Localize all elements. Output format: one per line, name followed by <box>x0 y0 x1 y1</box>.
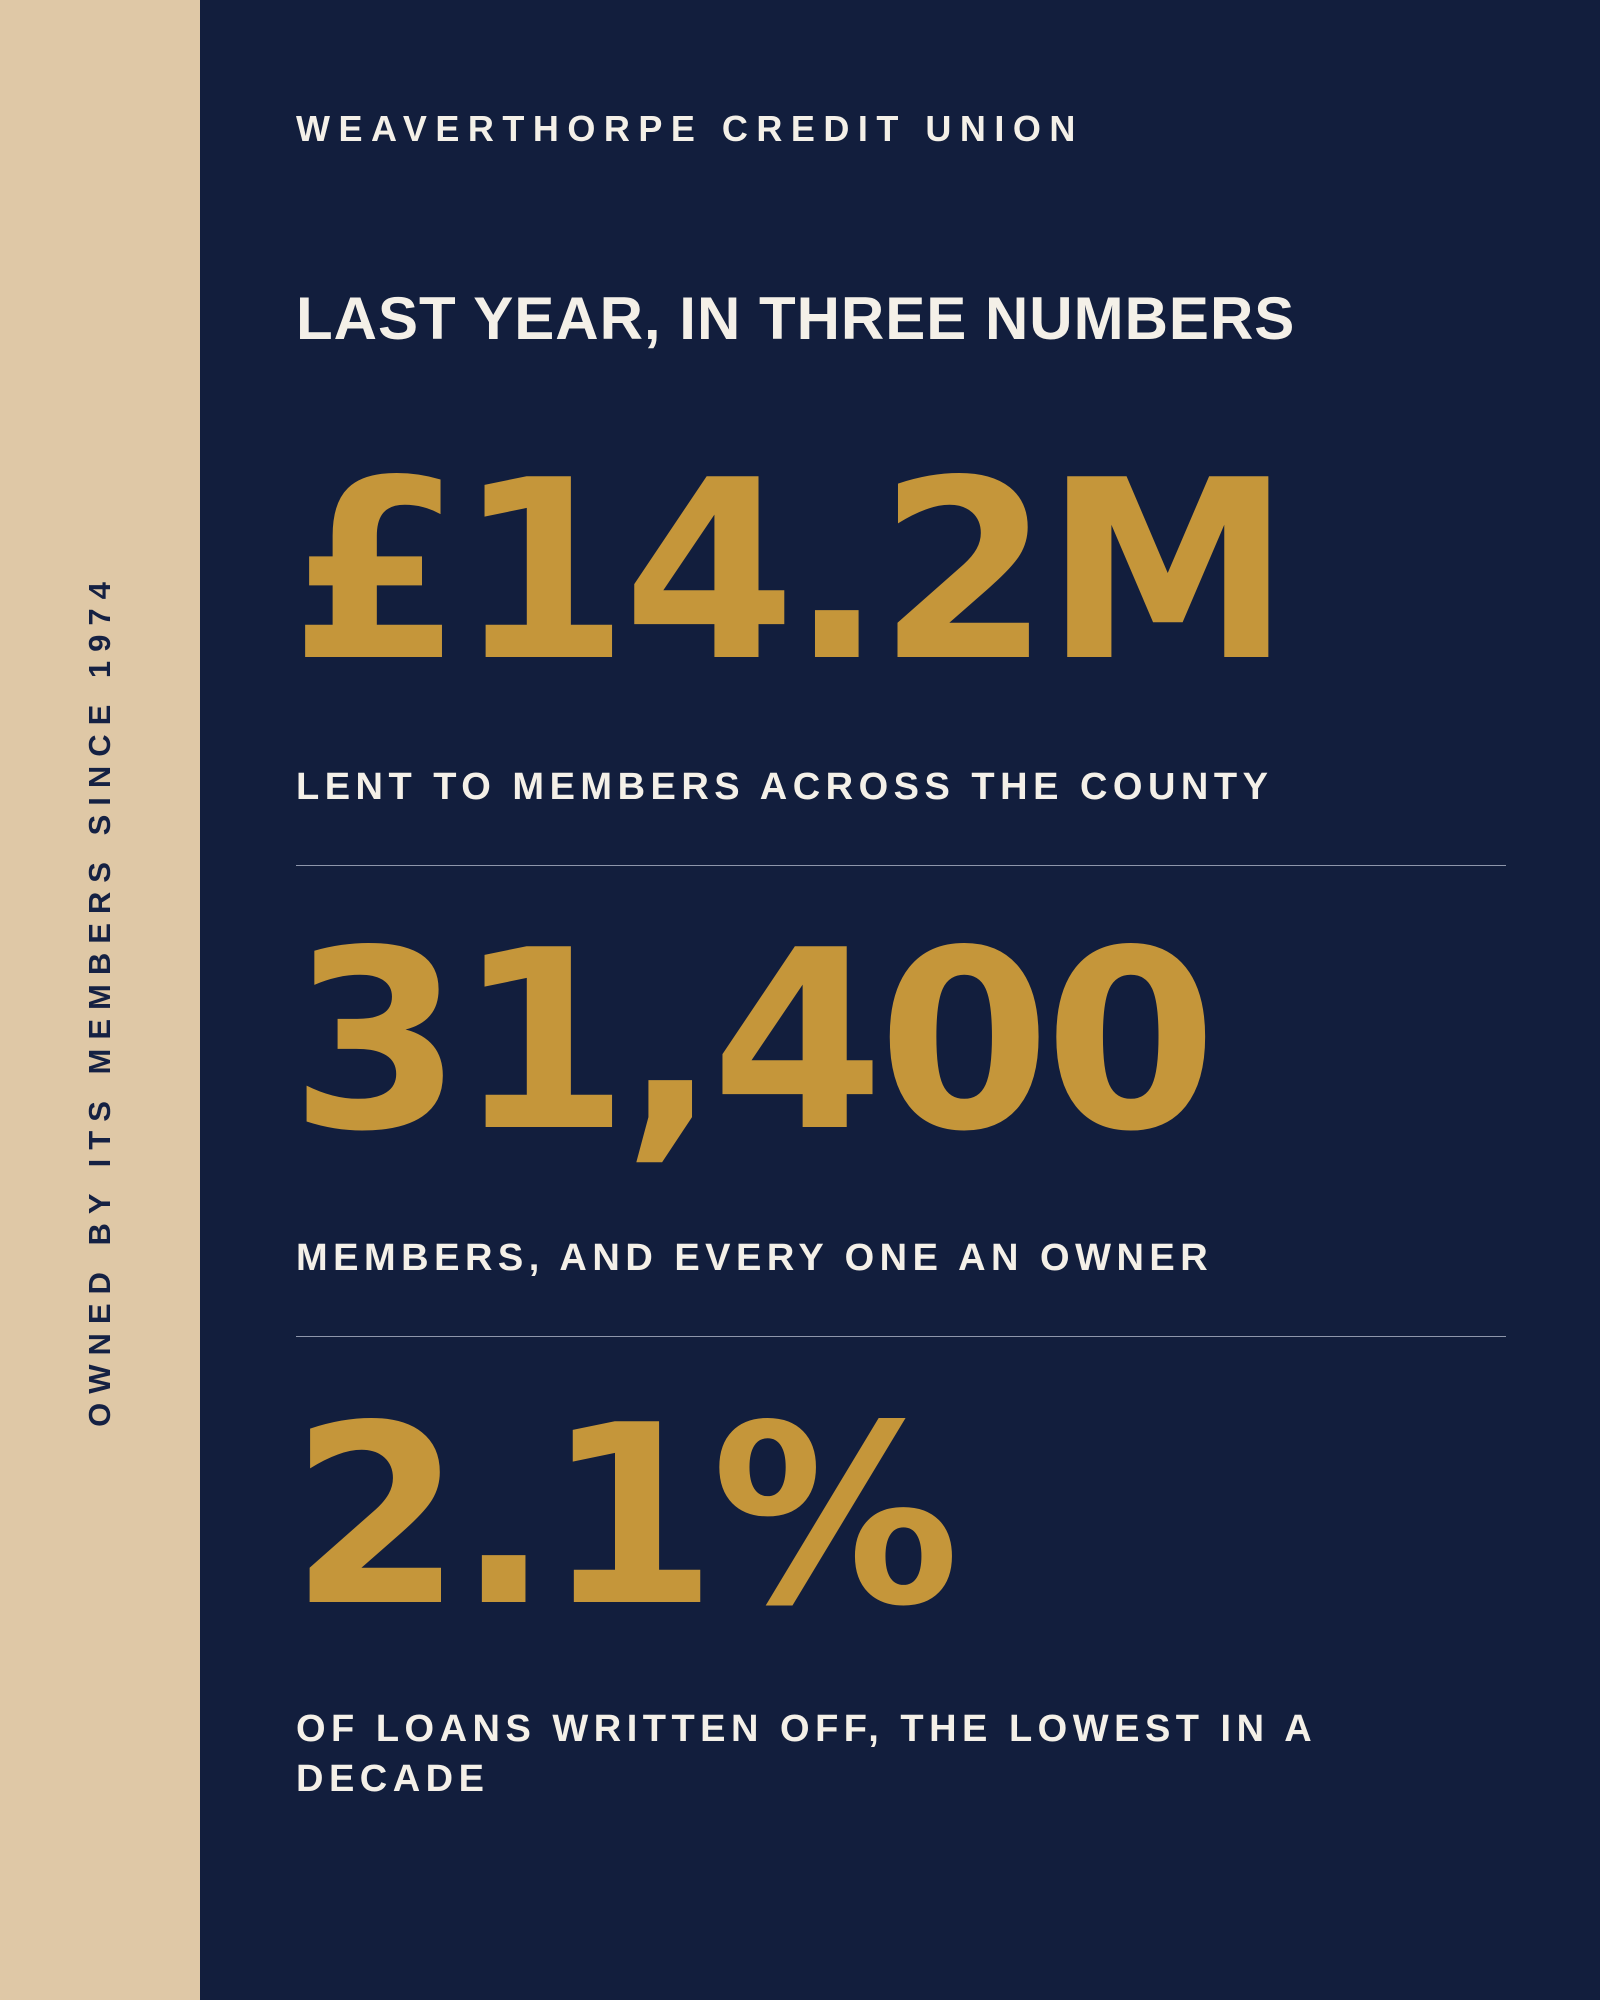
sidebar-tagline: OWNED BY ITS MEMBERS SINCE 1974 <box>82 573 117 1427</box>
sidebar <box>0 0 200 2000</box>
stat-caption-members: MEMBERS, AND EVERY ONE AN OWNER <box>296 1237 1214 1279</box>
divider <box>296 1336 1506 1337</box>
org-name: WEAVERTHORPE CREDIT UNION <box>296 108 1084 149</box>
stat-value-members: 31,400 <box>290 898 1212 1186</box>
page-title: LAST YEAR, IN THREE NUMBERS <box>296 285 1296 352</box>
stat-caption-writeoffs: OF LOANS WRITTEN OFF, THE LOWEST IN A DECADE <box>296 1708 1316 1800</box>
stat-value-loans: £14.2M <box>290 428 1286 716</box>
divider <box>296 865 1506 866</box>
stat-value-writeoffs: 2.1% <box>290 1373 954 1661</box>
stat-caption-loans: LENT TO MEMBERS ACROSS THE COUNTY <box>296 766 1274 808</box>
main-panel <box>200 0 1600 2000</box>
